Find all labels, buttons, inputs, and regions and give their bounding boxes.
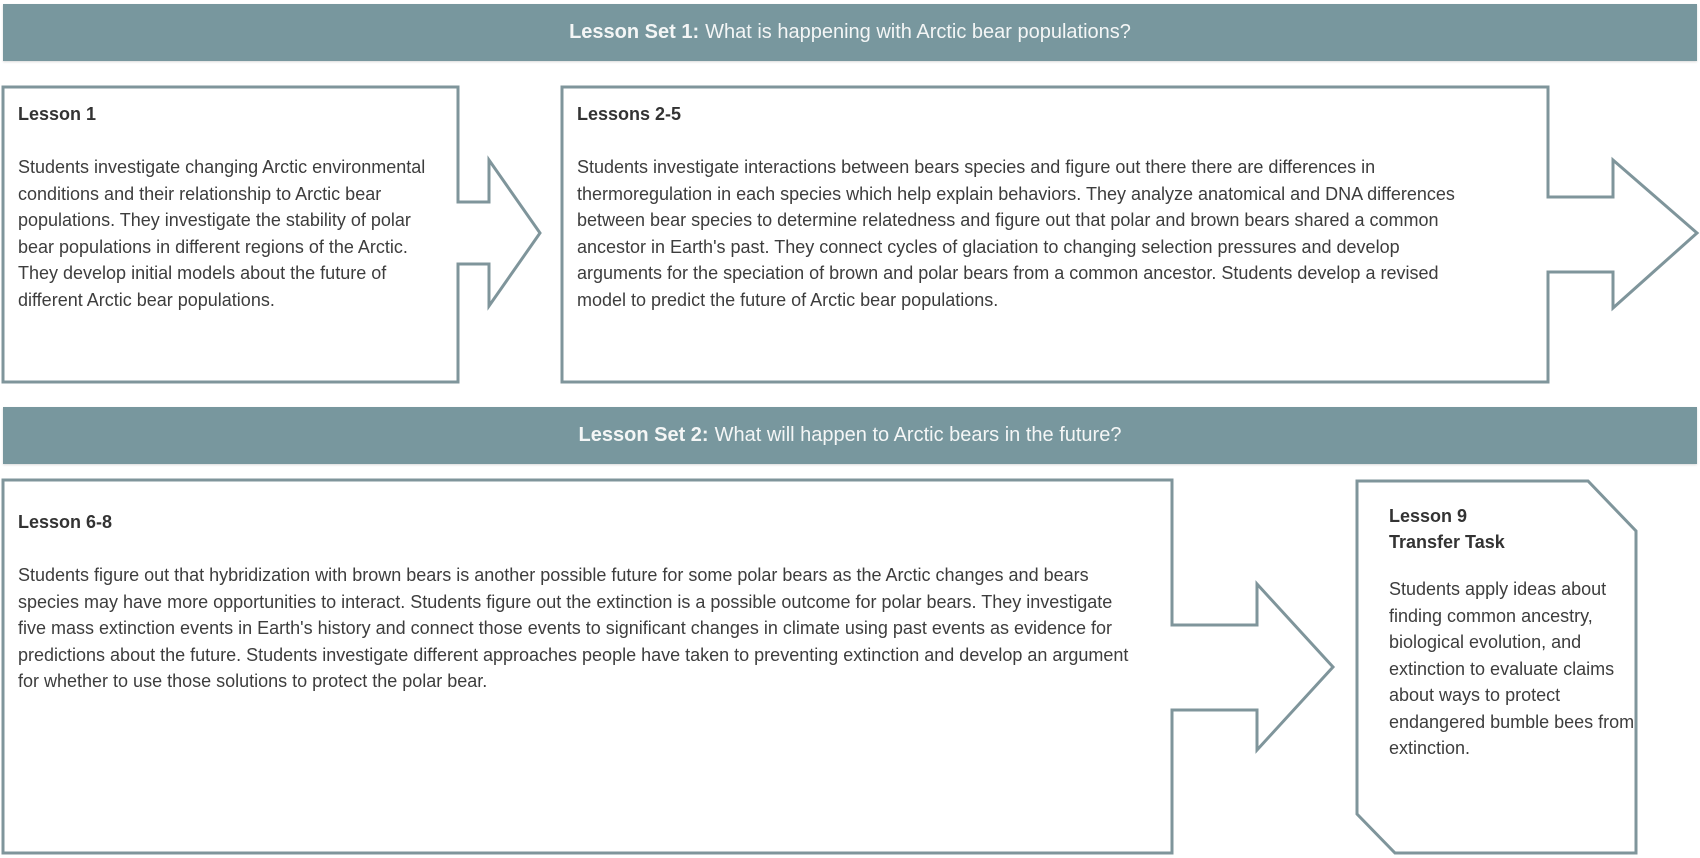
lesson-set-1-banner — [3, 4, 1697, 61]
lessons-6-8-content — [18, 509, 1143, 695]
lesson-1-title: Lesson 1 — [18, 104, 97, 124]
lessons-2-5-title: Lessons 2-5 — [577, 104, 682, 124]
lesson-set-1-label: Lesson Set 1: — [569, 21, 700, 43]
lesson-9-description: Students apply ideas about finding common ancestry, biological evolution, and extinction to evaluate claims about ways to protect endangered bumble bees from extinction. — [1389, 579, 1635, 758]
lesson-1-description: Students investigate changing Arctic environmental conditions and their relationship to Arctic bear populations. They investigate the stability of polar bear populations in different regions of the Arctic. They develop initial models about the future of different Arctic bear populations. — [18, 157, 426, 310]
lesson-set-2-label: Lesson Set 2: — [578, 424, 709, 446]
lessons-6-8-description: Students figure out that hybridization with brown bears is another possible future for some polar bears as the Arctic changes and bears species may have more opportunities to interact. Students figure out the extinction is a possible outcome for polar bears. They investigate five mass extinction events in Earth's history and connect those events to significant changes in climate using past events as evidence for predictions about the future. Students investigate different approaches people have taken to preventing extinction and develop an argument for whether to use those solutions to protect the polar bear. — [18, 565, 1129, 691]
lesson-set-1-question: What is happening with Arctic bear populations? — [705, 21, 1131, 43]
lessons-6-8-title: Lesson 6-8 — [18, 512, 113, 532]
lesson-set-2-banner — [3, 407, 1697, 464]
lessons-2-5-content — [577, 101, 1547, 313]
lessons-2-5-description: Students investigate interactions between bears species and figure out there there are differences in thermoregulation in each species which help explain behaviors. They analyze anatomical and DNA differences between bear species to determine relatedness and figure out that polar and brown bears shared a common ancestor in Earth's past. They connect cycles of glaciation to changing selection pressures and develop arguments for the speciation of brown and polar bears from a common ancestor. Students develop a revised model to predict the future of Arctic bear populations. — [577, 157, 1455, 310]
lesson-1-content — [18, 101, 448, 313]
lesson-9-title: Lesson 9 — [1389, 506, 1468, 526]
lesson-9-content — [1389, 503, 1669, 762]
lesson-set-2-question: What will happen to Arctic bears in the future? — [714, 424, 1122, 446]
lesson-9-subtitle: Transfer Task — [1389, 532, 1505, 552]
